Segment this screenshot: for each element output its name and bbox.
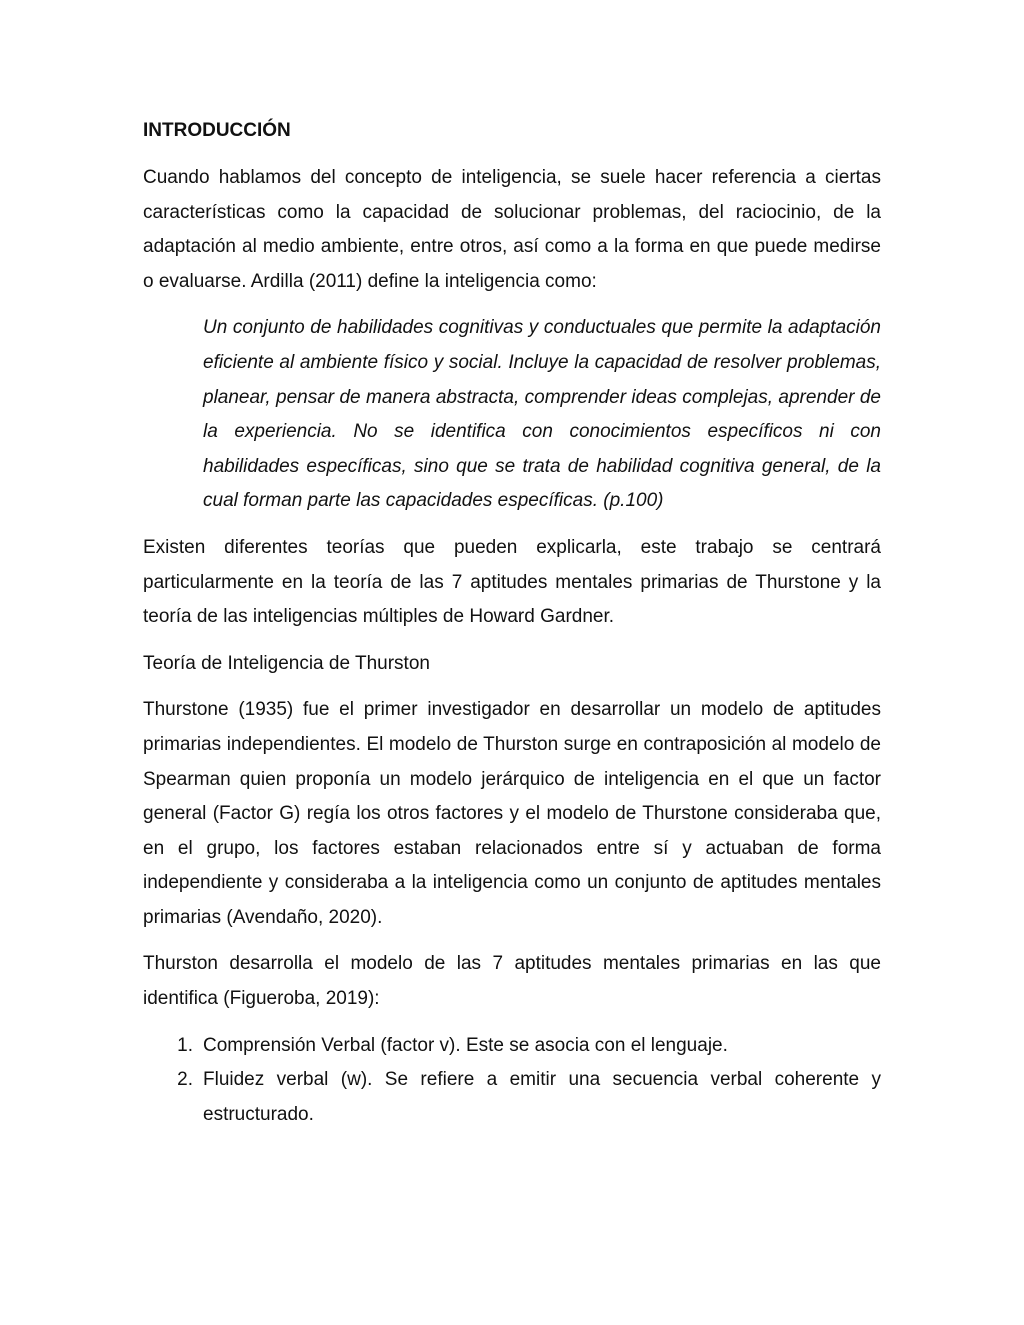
- aptitudes-intro-paragraph: Thurston desarrolla el modelo de las 7 aptitudes mentales primarias en las que identifica (Figueroba, 2019):: [143, 953, 881, 1010]
- list-item-number: 2.: [177, 1069, 193, 1091]
- block-quote: Un conjunto de habilidades cognitivas y conductuales que permite la adaptación eficiente al ambiente físico y social. Incluye la capacidad de resolver problemas, planear, pensar de manera abstracta, comprender ideas complejas, aprender de la experiencia. No se identifica con conocimientos específicos ni con habilidades específicas, sino que se trata de habilidad cognitiva general, de la cual forman parte las capacidades específicas. (p.100): [203, 317, 881, 512]
- list-item-text: Comprensión Verbal (factor v). Este se asocia con el lenguaje.: [203, 1034, 728, 1056]
- list-item: [143, 1029, 881, 1064]
- theories-paragraph: Existen diferentes teorías que pueden explicarla, este trabajo se centrará particularmente en la teoría de las 7 aptitudes mentales primarias de Thurstone y la teoría de las inteligencias múltiples de Howard Gardner.: [143, 536, 881, 628]
- list-item-text: Fluidez verbal (w). Se refiere a emitir una secuencia verbal coherente y estructurado.: [203, 1069, 881, 1125]
- subheading: Teoría de Inteligencia de Thurston: [143, 652, 430, 674]
- intro-paragraph: Cuando hablamos del concepto de inteligencia, se suele hacer referencia a ciertas características como la capacidad de solucionar problemas, del raciocinio, de la adaptación al medio ambiente, entre otros, así como a la forma en que puede medirse o evaluarse. Ardilla (2011) define la inteligencia como:: [143, 167, 881, 292]
- list-item-number: 1.: [177, 1034, 193, 1056]
- list-item: [143, 1063, 881, 1132]
- thurstone-paragraph: Thurstone (1935) fue el primer investigador en desarrollar un modelo de aptitudes primarias independientes. El modelo de Thurston surge en contraposición al modelo de Spearman quien proponía un modelo jerárquico de inteligencia en el que un factor general (Factor G) regía los otros factores y el modelo de Thurstone consideraba que, en el grupo, los factores estaban relacionados entre sí y actuaban de forma independiente y consideraba a la inteligencia como un conjunto de aptitudes mentales primarias (Avendaño, 2020).: [143, 699, 881, 928]
- section-heading: INTRODUCCIÓN: [143, 120, 291, 141]
- aptitudes-list: [143, 1029, 881, 1133]
